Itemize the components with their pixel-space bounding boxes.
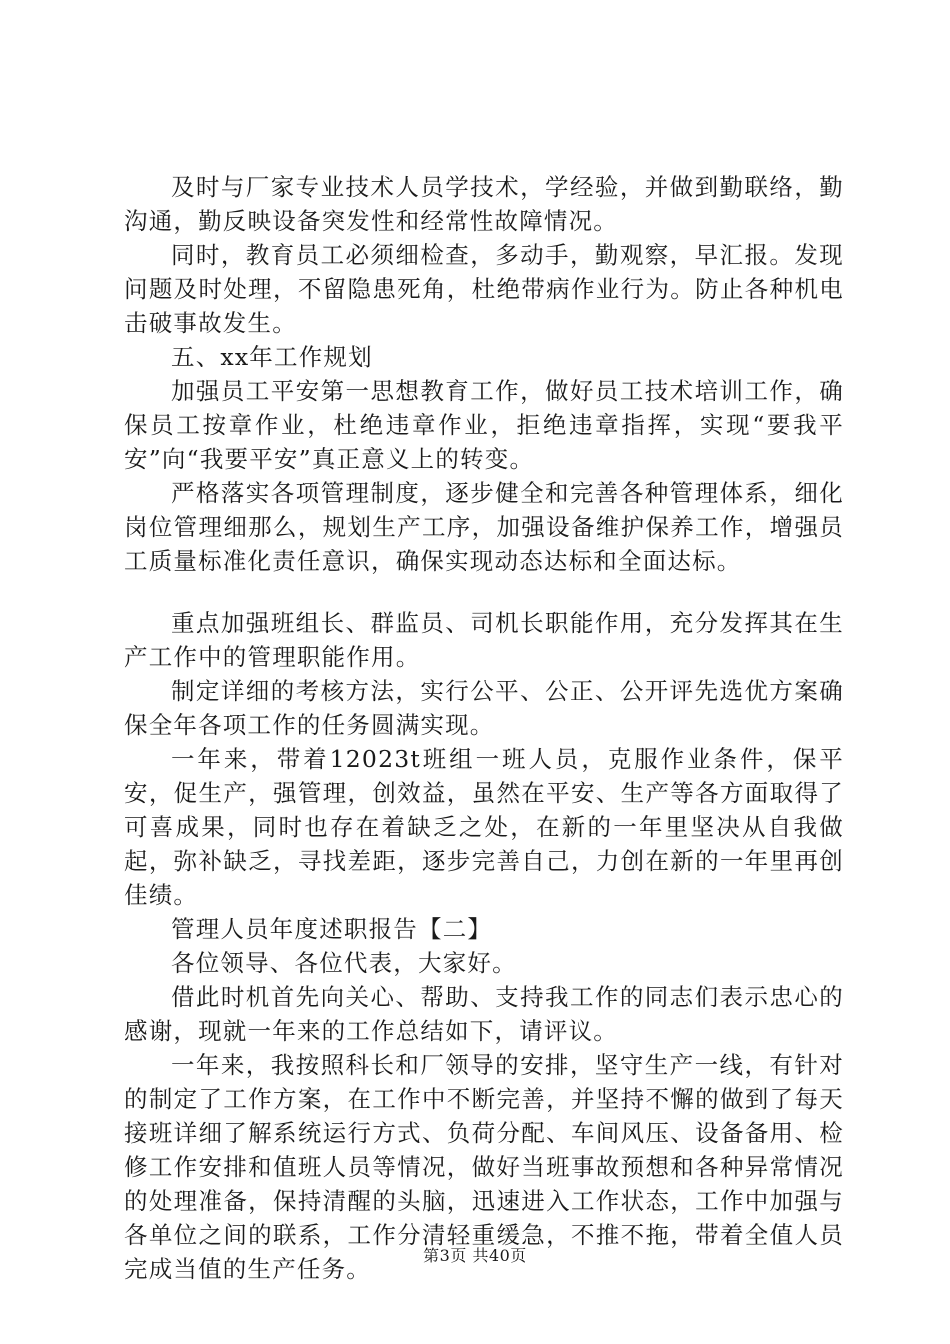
paragraph-vendor-learning: 及时与厂家专业技术人员学技术，学经验，并做到勤联络，勤沟通，勤反映设备突发性和经常性故障情况。 [124, 173, 844, 235]
paragraph-staff-inspection: 同时，教育员工必须细检查，多动手，勤观察，早汇报。发现问题及时处理，不留隐患死角，杜绝带病作业行为。防止各种机电击破事故发生。 [124, 241, 844, 337]
paragraph-assessment: 制定详细的考核方法，实行公平、公正、公开评先选优方案确保全年各项工作的任务圆满实现。 [124, 677, 844, 739]
paragraph-year-summary: 一年来，带着12023t班组一班人员，克服作业条件，保平安，促生产，强管理，创效益，虽然在平安、生产等各方面取得了可喜成果，同时也存在着缺乏之处，在新的一年里坚决从自我做起，弥补缺乏，寻找差距，逐步完善自己，力创在新的一年里再创佳绩。 [124, 745, 844, 909]
paragraph-team-leaders: 重点加强班组长、群监员、司机长职能作用，充分发挥其在生产工作中的管理职能作用。 [124, 609, 844, 671]
paragraph-thanks: 借此时机首先向关心、帮助、支持我工作的同志们表示忠心的感谢，现就一年来的工作总结如下，请评议。 [124, 983, 844, 1045]
section-heading-work-plan: 五、xx年工作规划 [171, 343, 373, 371]
report-title-part-two: 管理人员年度述职报告【二】 [171, 915, 493, 943]
paragraph-work-review: 一年来，我按照科长和厂领导的安排，坚守生产一线，有针对的制定了工作方案，在工作中不断完善，并坚持不懈的做到了每天接班详细了解系统运行方式、负荷分配、车间风压、设备备用、检修工作安排和值班人员等情况，做好当班事故预想和各种异常情况的处理准备，保持清醒的头脑，迅速进入工作状态，工作中加强与各单位之间的联系，工作分清轻重缓急，不推不拖，带着全值人员完成当值的生产任务。 [124, 1051, 844, 1283]
page-number-footer: 第3页 共40页 [423, 1246, 527, 1265]
document-body [124, 170, 844, 1286]
paragraph-greeting: 各位领导、各位代表，大家好。 [171, 949, 517, 977]
paragraph-management-system: 严格落实各项管理制度，逐步健全和完善各种管理体系，细化岗位管理细那么，规划生产工序，加强设备维护保养工作，增强员工质量标准化责任意识，确保实现动态达标和全面达标。 [124, 479, 844, 575]
paragraph-safety-education: 加强员工平安第一思想教育工作，做好员工技术培训工作，确保员工按章作业，杜绝违章作业，拒绝违章指挥，实现“要我平安”向“我要平安”真正意义上的转变。 [124, 377, 844, 473]
